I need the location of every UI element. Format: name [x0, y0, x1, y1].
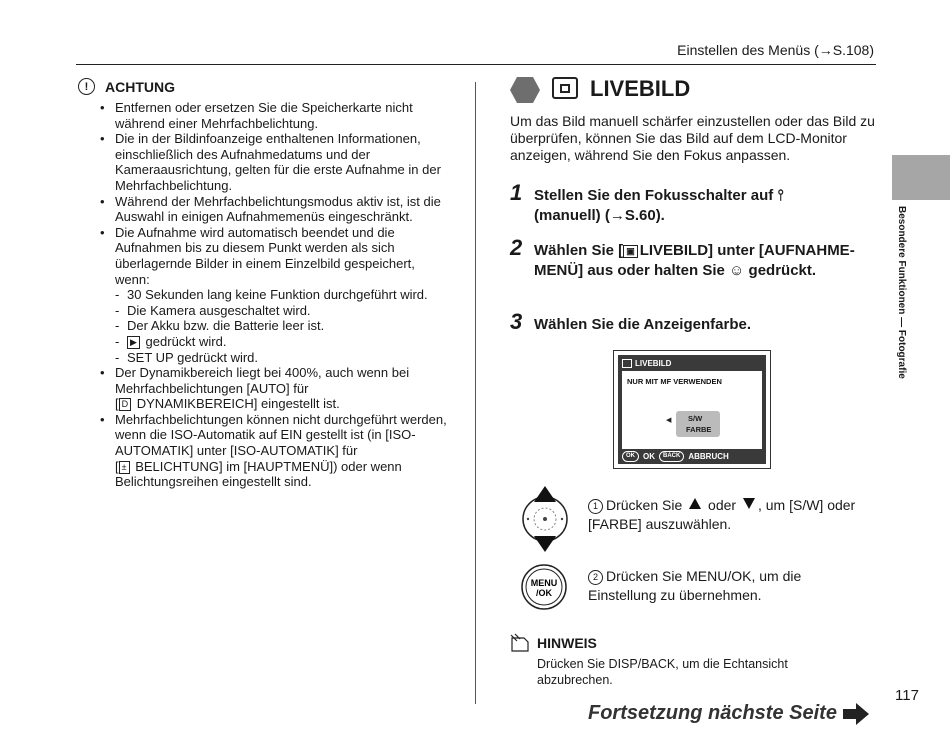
instruction-text: , um [S/W] oder [FARBE] auszuwählen.	[588, 497, 856, 532]
menu-button-label: /OK	[535, 588, 553, 598]
manual-focus-icon: ⫯	[777, 187, 784, 204]
lcd-left-arrow-icon: ◀	[666, 417, 672, 424]
hint-title: HINWEIS	[537, 635, 597, 651]
lcd-option-title: NUR MIT MF VERWENDEN	[627, 377, 722, 386]
dynamic-range-icon: D	[119, 398, 132, 411]
side-label	[897, 206, 911, 406]
caution-bullet	[100, 365, 448, 412]
caution-bullet: • Während der Mehrfachbelichtungsmodus aktiv ist, ist die Auswahl in einigen Aufnahmemenüs eingeschränkt.	[100, 194, 448, 225]
lcd-option-color[interactable]: FARBE	[686, 425, 712, 434]
instruction-number: 1	[588, 499, 603, 514]
caution-bullet-text: BELICHTUNG] im [HAUPTMENÜ]) oder wenn Belichtungsreihen eingestellt sind.	[115, 458, 402, 490]
intro-paragraph: Um das Bild manuell schärfer einzustellen oder das Bild zu überprüfen, können Sie das Bild auf dem LCD-Monitor anzeigen, während Sie den Fokus anpassen.	[510, 113, 875, 163]
continue-next-page	[588, 702, 869, 725]
menu-ok-button-icon	[521, 564, 567, 610]
instruction-text: Drücken Sie MENU/OK, um die Einstellung zu übernehmen.	[588, 568, 802, 603]
lcd-screen	[613, 350, 771, 469]
caution-list	[100, 100, 448, 490]
instruction-number: 2	[588, 570, 603, 585]
caution-bullet-text: Mehrfachbelichtungen können nicht durchgeführt werden, wenn die ISO-Automatik auf EIN gestellt ist (in [ISO-AUTOMATIK] unter [ISO-AUTOMATIK] für	[115, 411, 447, 459]
header-text: Einstellen des Menüs (→S.108)	[677, 42, 874, 58]
caution-bullet	[100, 412, 448, 490]
caution-sub-item: - SET UP gedrückt wird.	[100, 350, 448, 366]
step-3	[510, 309, 855, 335]
hint-note-icon	[509, 633, 531, 653]
bracket-open: [	[115, 396, 119, 412]
caution-bullet-text: Der Dynamikbereich liegt bei 400%, auch wenn bei Mehrfachbelichtungen [AUTO] für	[115, 365, 410, 396]
page-title: LIVEBILD	[590, 76, 691, 101]
ok-pill-icon: OK	[622, 451, 639, 462]
bracket-open: [	[115, 458, 119, 474]
lcd-cancel-label: ABBRUCH	[688, 452, 729, 461]
caution-sub-item: - Die Kamera ausgeschaltet wird.	[100, 303, 448, 319]
step-text: gedrückt.	[748, 262, 817, 279]
step-number: 2	[510, 235, 523, 260]
lcd-title: LIVEBILD	[635, 358, 672, 368]
step-text: (manuell) (→S.60).	[534, 207, 665, 224]
back-pill-icon: BACK	[659, 451, 684, 462]
step-1	[510, 180, 855, 226]
step-text: Wählen Sie [	[534, 242, 624, 259]
arrow-right-icon	[843, 703, 869, 725]
caution-title: ACHTUNG	[105, 78, 175, 95]
hint-text: Drücken Sie DISP/BACK, um die Echtansicht abzubrechen.	[537, 657, 788, 687]
lcd-ok-label: OK	[643, 452, 655, 461]
warning-icon: !	[78, 78, 95, 95]
step-text: LIVEBILD] unter [AUFNAHME-MENÜ] aus oder halten Sie	[534, 242, 855, 279]
caution-sub-item	[100, 334, 448, 350]
instruction-text: Drücken Sie	[606, 497, 683, 513]
playback-icon: ▶	[127, 336, 140, 349]
step-number: 1	[510, 180, 523, 205]
step-2	[510, 235, 855, 281]
page-number: 117	[895, 687, 919, 704]
lcd-option-bw[interactable]: S/W	[688, 414, 703, 423]
header-rule	[76, 64, 876, 65]
lcd-footer	[622, 451, 729, 462]
caution-sub-item: - Der Akku bzw. die Batterie leer ist.	[100, 318, 448, 334]
live-view-camera-icon	[622, 359, 632, 368]
step-text: Wählen Sie die Anzeigenfarbe.	[534, 316, 751, 333]
instruction-1	[588, 496, 873, 534]
caution-bullet: • Entfernen oder ersetzen Sie die Speicherkarte nicht während einer Mehrfachbelichtung.	[100, 100, 448, 131]
caution-heading	[78, 78, 175, 95]
caution-bullet: • Die in der Bildinfoanzeige enthaltenen Informationen, einschließlich des Aufnahmedatums und der Kameraausrichtung, gelten für die erste Aufnahme in der Mehrfachbelichtung.	[100, 131, 448, 193]
continue-label: Fortsetzung nächste Seite	[588, 702, 837, 724]
triangle-down-icon	[743, 498, 755, 509]
live-view-camera-icon	[552, 77, 578, 99]
column-divider	[475, 82, 476, 704]
menu-button-label: MENU	[530, 578, 558, 588]
triangle-up-icon	[689, 498, 701, 509]
lcd-selector[interactable]	[676, 411, 720, 437]
lcd-titlebar	[618, 357, 671, 369]
hexagon-marker-icon	[509, 76, 541, 104]
face-detection-icon: ☺	[729, 262, 745, 279]
step-text: Stellen Sie den Fokusschalter auf	[534, 187, 774, 204]
exposure-icon: ±	[119, 461, 130, 474]
live-view-camera-icon: ▣	[623, 245, 638, 258]
step-number: 3	[510, 309, 523, 334]
side-label-text: Besondere Funktionen — Fotografie	[896, 206, 907, 379]
instruction-text: oder	[708, 497, 737, 513]
caution-bullet-text: DYNAMIKBEREICH] eingestellt ist.	[136, 396, 340, 412]
lcd-option-panel	[622, 371, 762, 449]
caution-sub-item: - 30 Sekunden lang keine Funktion durchgeführt wird.	[100, 287, 448, 303]
side-tab	[892, 155, 950, 200]
caution-sub-text: gedrückt wird.	[145, 333, 227, 349]
caution-bullet: • Die Aufnahme wird automatisch beendet und die Aufnahmen bis zu diesem Punkt werden als sich überlagernde Bilder in einem Einzelbild gespeichert, wenn:	[100, 225, 448, 287]
dpad-icon	[520, 486, 570, 552]
instruction-2	[588, 567, 873, 605]
